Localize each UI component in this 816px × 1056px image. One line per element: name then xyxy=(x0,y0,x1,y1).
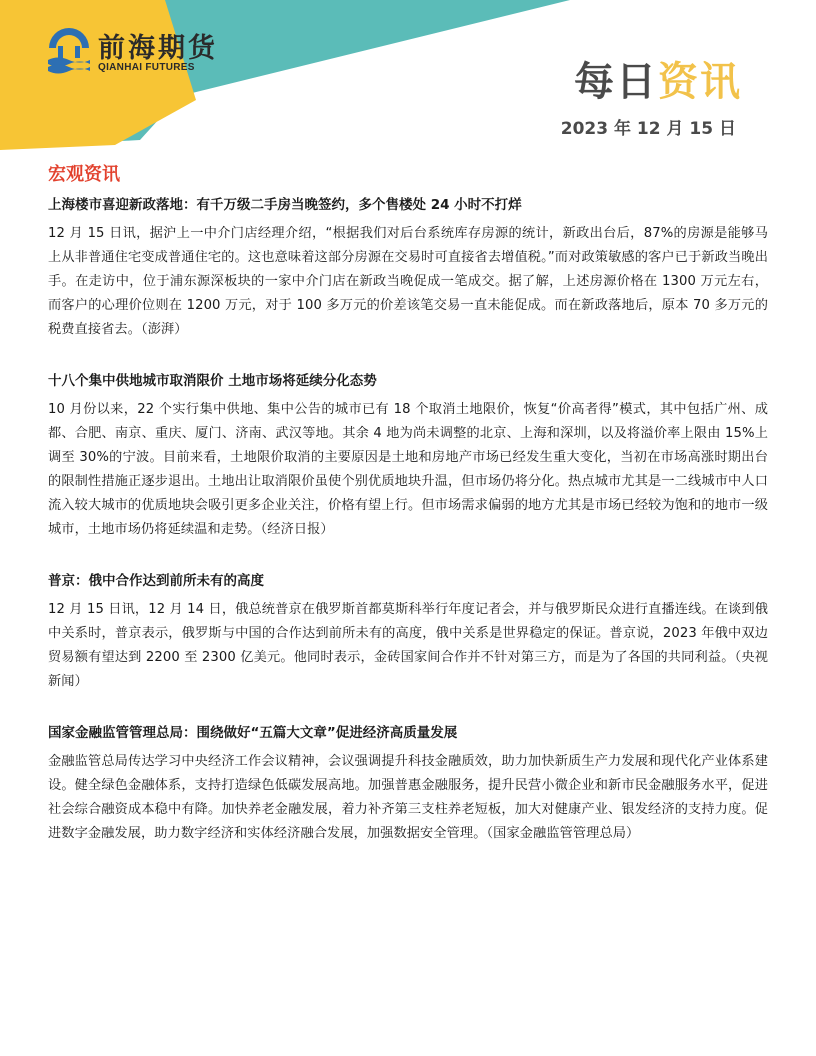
article-body: 12 月 15 日讯，12 月 14 日，俄总统普京在俄罗斯首都莫斯科举行年度记者会，并与俄罗斯民众进行直播连线。在谈到俄中关系时，普京表示，俄罗斯与中国的合作达到前所未有的高度，俄中关系是世界稳定的保证。普京说，2023 年俄中双边贸易额有望达到 2200 至 2300 亿美元。他同时表示，金砖国家间合作并不针对第三方，而是为了各国的共同利益。（央视新闻） xyxy=(48,602,768,689)
logo-chinese-name: 前海期货 xyxy=(98,33,218,64)
article-body: 金融监管总局传达学习中央经济工作会议精神，会议强调提升科技金融质效，助力加快新质生产力发展和现代化产业体系建设。健全绿色金融体系，支持打造绿色低碳发展高地。加强普惠金融服务，提升民营小微企业和新市民金融服务水平，促进社会综合融资成本稳中有降。加快养老金融发展，着力补齐第三支柱养老短板，加大对健康产业、银发经济的支持力度。促进数字金融发展，助力数字经济和实体经济融合发展，加强数据安全管理。（国家金融监管管理总局） xyxy=(48,754,768,841)
company-logo xyxy=(46,26,236,76)
article-body: 10 月份以来，22 个实行集中供地、集中公告的城市已有 18 个取消土地限价，恢复“价高者得”模式，其中包括广州、成都、合肥、南京、重庆、厦门、济南、武汉等地。其余 4 地为尚未调整的北京、上海和深圳，以及将溢价率上限由 15%上调至 30%的宁波。目前来看，土地限价取消的主要原因是土地和房地产市场已经发生重大变化，当初在市场高涨时期出台的限制性措施正逐步退出。土地出让取消限价虽使个别优质地块升温，但市场仍将分化。热点城市尤其是一二线城市中人口流入较大城市的优质地块会吸引更多企业关注，价格有望上行。但市场需求偏弱的地方尤其是市场已经较为饱和的地市一级城市，土地市场仍将延续温和走势。（经济日报） xyxy=(48,402,768,537)
logo-mark-icon xyxy=(46,28,92,74)
article-headline: 上海楼市喜迎新政落地：有千万级二手房当晚签约，多个售楼处 24 小时不打烊 xyxy=(48,197,522,213)
news-article xyxy=(48,723,768,846)
title-part-2: 资讯 xyxy=(658,59,742,105)
page-title xyxy=(574,50,742,107)
title-part-1: 每日 xyxy=(574,59,658,105)
news-list xyxy=(48,195,768,875)
report-date: 2023 年 12 月 15 日 xyxy=(560,119,736,139)
news-article xyxy=(48,195,768,342)
article-headline: 十八个集中供地城市取消限价 土地市场将延续分化态势 xyxy=(48,373,377,389)
section-title: 宏观资讯 xyxy=(48,164,120,185)
logo-english-name: QIANHAI FUTURES xyxy=(98,62,195,73)
news-article xyxy=(48,571,768,694)
article-headline: 国家金融监管管理总局：围绕做好“五篇大文章”促进经济高质量发展 xyxy=(48,725,458,741)
article-headline: 普京：俄中合作达到前所未有的高度 xyxy=(48,573,264,589)
news-article xyxy=(48,371,768,542)
article-body: 12 月 15 日讯，据沪上一中介门店经理介绍，“根据我们对后台系统库存房源的统计，新政出台后，87%的房源是能够马上从非普通住宅变成普通住宅的。这也意味着这部分房源在交易时可直接省去增值税。”而对政策敏感的客户已于新政当晚出手。在走访中，位于浦东源深板块的一家中介门店在新政当晚促成一笔成交。据了解，上述房源价格在 1300 万元左右，而客户的心理价位则在 1200 万元，对于 100 多万元的价差该笔交易一直未能促成。而在新政落地后，原本 70 多万元的税费直接省去。（澎湃） xyxy=(48,226,768,337)
